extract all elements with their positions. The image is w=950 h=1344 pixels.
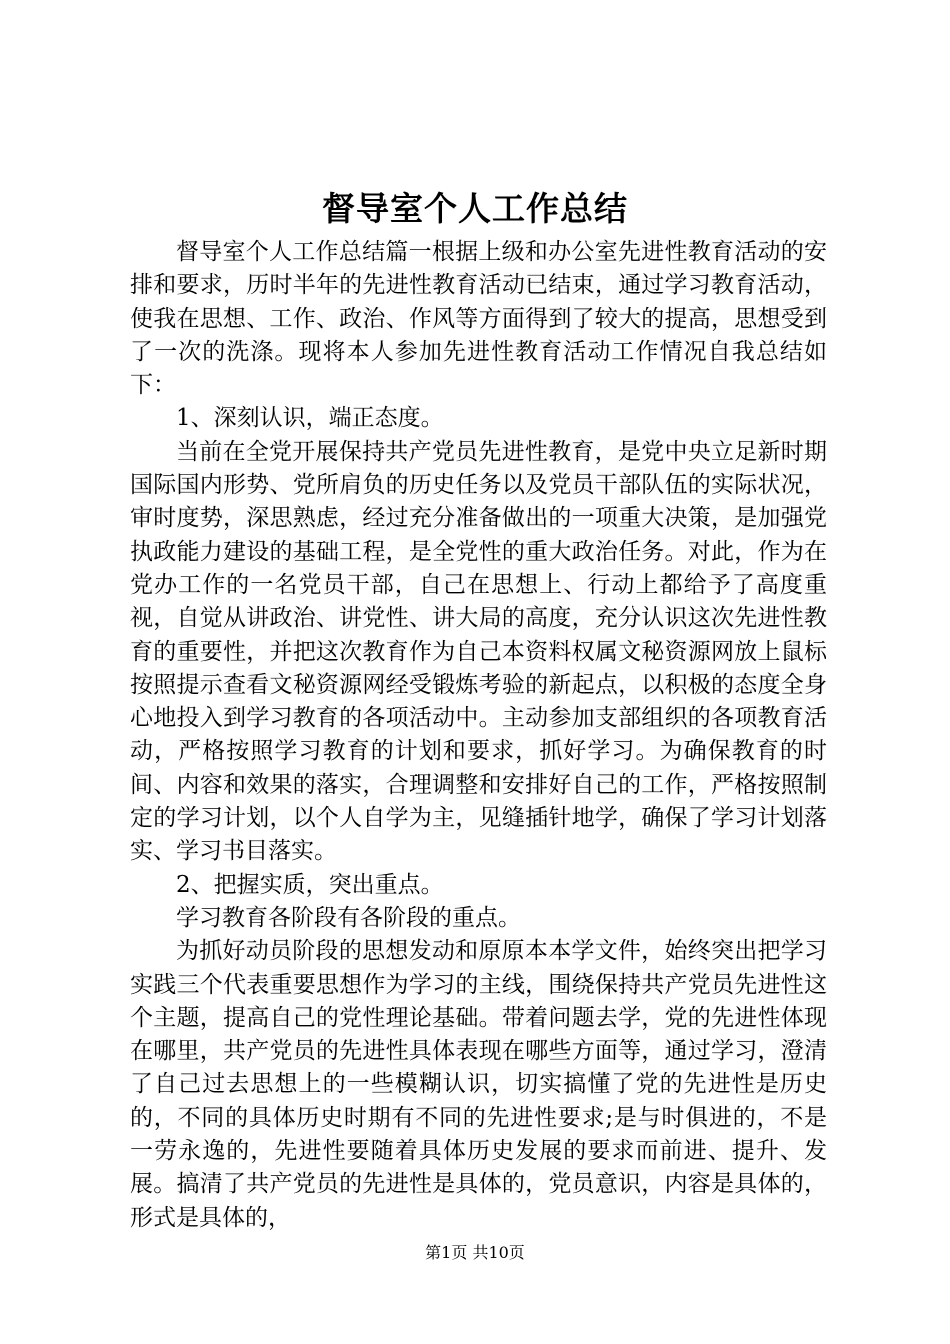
paragraph: 学习教育各阶段有各阶段的重点。 bbox=[176, 904, 521, 931]
page-footer: 第1页 共10页 bbox=[425, 1243, 525, 1262]
document-body bbox=[130, 236, 827, 1235]
paragraph: 督导室个人工作总结篇一根据上级和办公室先进性教育活动的安排和要求，历时半年的先进性教育活动已结束，通过学习教育活动，使我在思想、工作、政治、作风等方面得到了较大的提高，思想受到了一次的洗涤。现将本人参加先进性教育活动工作情况自我总结如下： bbox=[130, 239, 827, 399]
section-heading: 2、把握实质，突出重点。 bbox=[176, 871, 444, 898]
paragraph: 当前在全党开展保持共产党员先进性教育，是党中央立足新时期国际国内形势、党所肩负的历史任务以及党员干部队伍的实际状况，审时度势，深思熟虑，经过充分准备做出的一项重大决策，是加强党执政能力建设的基础工程，是全党性的重大政治任务。对此，作为在党办工作的一名党员干部，自己在思想上、行动上都给予了高度重视，自觉从讲政治、讲党性、讲大局的高度，充分认识这次先进性教育的重要性，并把这次教育作为自己本资料权属文秘资源网放上鼠标按照提示查看文秘资源网经受锻炼考验的新起点，以积极的态度全身心地投入到学习教育的各项活动中。主动参加支部组织的各项教育活动，严格按照学习教育的计划和要求，抓好学习。为确保教育的时间、内容和效果的落实，合理调整和安排好自己的工作，严格按照制定的学习计划，以个人自学为主，见缝插针地学，确保了学习计划落实、学习书目落实。 bbox=[130, 438, 827, 865]
section-heading: 1、深刻认识，端正态度。 bbox=[176, 405, 444, 432]
paragraph: 为抓好动员阶段的思想发动和原原本本学文件，始终突出把学习实践三个代表重要思想作为学习的主线，围绕保持共产党员先进性这个主题，提高自己的党性理论基础。带着问题去学，党的先进性体现在哪里，共产党员的先进性具体表现在哪些方面等，通过学习，澄清了自己过去思想上的一些模糊认识，切实搞懂了党的先进性是历史的，不同的具体历史时期有不同的先进性要求;是与时俱进的，不是一劳永逸的，先进性要随着具体历史发展的要求而前进、提升、发展。搞清了共产党员的先进性是具体的，党员意识，内容是具体的，形式是具体的， bbox=[130, 938, 827, 1231]
document-title: 督导室个人工作总结 bbox=[322, 189, 628, 228]
